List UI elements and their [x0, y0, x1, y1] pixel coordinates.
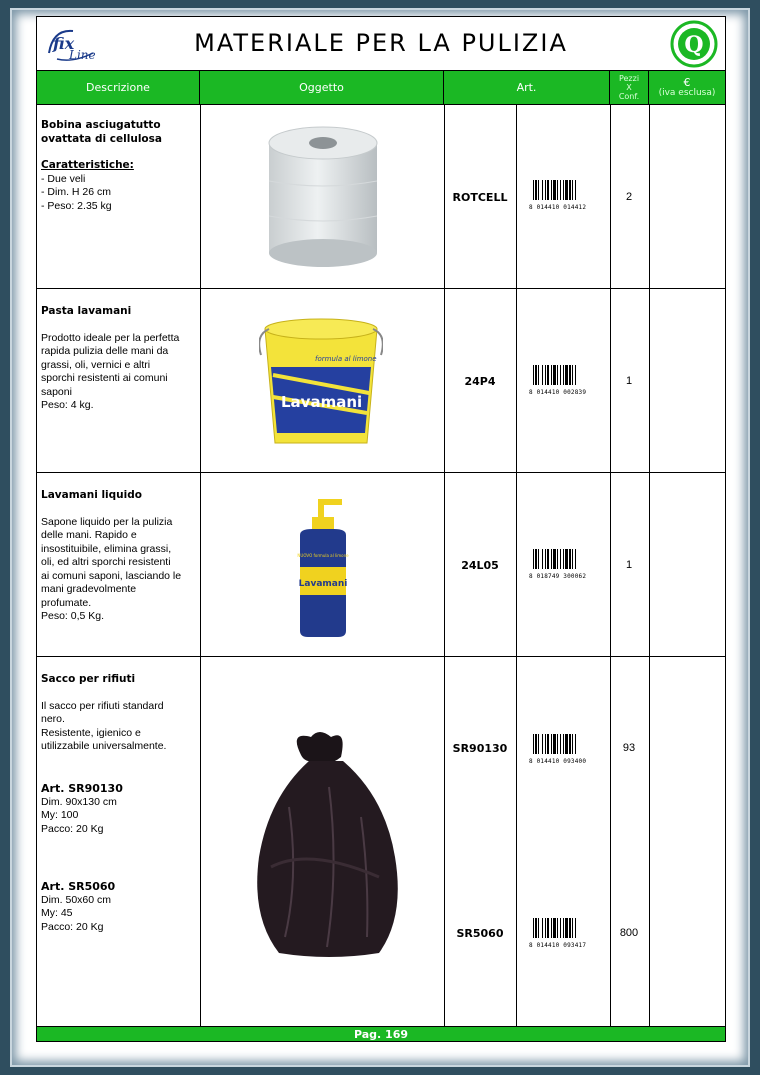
- col-pezzi: [610, 71, 649, 104]
- barcode-stripe: [569, 180, 571, 200]
- pieces-per-pack: 800: [619, 927, 639, 939]
- barcode-stripe: [572, 549, 573, 569]
- variant-title: Art. SR5060: [41, 880, 116, 893]
- product-name: Pasta lavamani: [41, 305, 132, 317]
- barcode-number: 8 014410 093400: [529, 758, 587, 765]
- barcode-stripe: [572, 918, 573, 938]
- description-line: profumate.: [41, 596, 92, 609]
- feature-line: - Dim. H 26 cm: [41, 186, 112, 198]
- description-line: delle mani. Rapido e: [41, 529, 137, 541]
- description-line: saponi: [41, 385, 72, 398]
- description-line: ai comuni saponi, lasciando le: [41, 569, 182, 582]
- barcode-stripe: [565, 734, 568, 754]
- catalog-sheet: [36, 16, 726, 1042]
- col-oggetto: Oggetto: [200, 71, 444, 104]
- barcode-stripe: [535, 734, 537, 754]
- product-name: Lavamani liquido: [41, 489, 142, 501]
- garbage-bag-image: [249, 727, 405, 961]
- barcode-stripe: [533, 180, 534, 200]
- barcode-stripe: [563, 365, 564, 385]
- barcode-stripe: [572, 734, 573, 754]
- barcode-stripe: [569, 918, 571, 938]
- row-divider: [37, 472, 725, 473]
- barcode-stripe: [538, 365, 539, 385]
- variant-title: Art. SR90130: [41, 782, 123, 795]
- barcode: [529, 180, 599, 210]
- product-name: Bobina asciugatutto: [41, 119, 161, 131]
- barcode-stripe: [538, 918, 539, 938]
- col-art: Art.: [444, 71, 610, 104]
- logo-brand-bottom: Line: [69, 48, 96, 62]
- description-line: oli, ed altri sporchi resistenti: [41, 556, 171, 568]
- barcode-stripe: [553, 918, 556, 938]
- barcode: [529, 918, 599, 948]
- description-line: rapida pulizia delle mani da: [41, 345, 169, 357]
- barcode-stripe: [553, 549, 556, 569]
- variant-line: Dim. 90x130 cm: [41, 795, 117, 808]
- barcode-number: 8 014410 093417: [529, 942, 587, 949]
- barcode-stripe: [535, 180, 537, 200]
- barcode-bars: [533, 365, 597, 385]
- col-descrizione: Descrizione: [37, 71, 200, 104]
- barcode-stripe: [551, 549, 552, 569]
- barcode-stripe: [560, 180, 561, 200]
- barcode-stripe: [547, 549, 549, 569]
- description-line: nero.: [41, 713, 65, 725]
- barcode: [529, 734, 599, 764]
- description-line: grassi, oli, vernici e altri: [41, 358, 151, 371]
- barcode-stripe: [547, 918, 549, 938]
- barcode-stripe: [557, 918, 558, 938]
- title-bar: [37, 17, 725, 71]
- barcode-bars: [533, 734, 597, 754]
- barcode-stripe: [545, 180, 546, 200]
- barcode-stripe: [535, 918, 537, 938]
- barcode-stripe: [575, 549, 576, 569]
- description-line: utilizzabile universalmente.: [41, 740, 167, 752]
- barcode-stripe: [560, 734, 561, 754]
- description-line: Prodotto ideale per la perfetta: [41, 331, 180, 344]
- product-name: Sacco per rifiuti: [41, 673, 136, 685]
- row-divider: [37, 288, 725, 289]
- product-name: ovattata di cellulosa: [41, 132, 162, 145]
- col-pezzi-3: Conf.: [618, 92, 640, 101]
- barcode-stripe: [575, 918, 576, 938]
- description-line: Sapone liquido per la pulizia: [41, 515, 173, 528]
- article-code: 24P4: [464, 375, 496, 388]
- paste-bucket-image: [259, 315, 383, 449]
- barcode-stripe: [569, 549, 571, 569]
- page-number: Pag. 169: [37, 1026, 725, 1041]
- barcode-stripe: [542, 918, 543, 938]
- barcode-stripe: [533, 918, 534, 938]
- barcode-stripe: [560, 365, 561, 385]
- description-line: Il sacco per rifiuti standard: [41, 699, 164, 712]
- barcode-bars: [533, 180, 597, 200]
- barcode: [529, 365, 599, 395]
- barcode-stripe: [569, 365, 571, 385]
- barcode-stripe: [569, 734, 571, 754]
- barcode-stripe: [565, 180, 568, 200]
- barcode-stripe: [542, 734, 543, 754]
- barcode-stripe: [563, 918, 564, 938]
- bottle-label: Lavamani: [298, 579, 348, 589]
- product-description: [41, 305, 199, 413]
- barcode-stripe: [542, 180, 543, 200]
- barcode-stripe: [557, 549, 558, 569]
- barcode-stripe: [538, 180, 539, 200]
- barcode-stripe: [575, 365, 576, 385]
- barcode-stripe: [557, 180, 558, 200]
- barcode-stripe: [563, 180, 564, 200]
- barcode-stripe: [551, 365, 552, 385]
- bottle-sublabel: NUOVO formula al limone: [297, 553, 349, 558]
- col-prezzo-note: (iva esclusa): [658, 88, 716, 98]
- feature-line: - Due veli: [41, 172, 86, 185]
- barcode-bars: [533, 918, 597, 938]
- barcode-stripe: [560, 549, 561, 569]
- pieces-per-pack: 2: [625, 191, 633, 203]
- barcode-stripe: [553, 734, 556, 754]
- article-code: SR90130: [452, 742, 508, 755]
- description-line: sporchi resistenti ai comuni: [41, 372, 168, 384]
- col-pezzi-1: Pezzi: [618, 74, 640, 83]
- barcode-stripe: [557, 734, 558, 754]
- barcode-stripe: [572, 180, 573, 200]
- paper-roll-image: [263, 121, 383, 271]
- quality-q-logo: [669, 20, 719, 68]
- barcode-stripe: [575, 180, 576, 200]
- description-line: Resistente, igienico e: [41, 726, 141, 739]
- barcode-stripe: [551, 734, 552, 754]
- barcode-stripe: [551, 918, 552, 938]
- barcode-stripe: [535, 549, 537, 569]
- barcode-stripe: [545, 365, 546, 385]
- description-line: mani gradevolmente: [41, 583, 137, 595]
- barcode-stripe: [575, 734, 576, 754]
- barcode: [529, 549, 599, 579]
- barcode-stripe: [565, 549, 568, 569]
- grid-line: [649, 105, 650, 1026]
- article-code: 24L05: [461, 559, 499, 572]
- barcode-stripe: [538, 549, 539, 569]
- product-description: [41, 489, 199, 624]
- barcode-stripe: [560, 918, 561, 938]
- pieces-per-pack: 93: [622, 742, 636, 754]
- grid-line: [516, 105, 517, 1026]
- barcode-number: 8 014410 002839: [529, 389, 587, 396]
- barcode-stripe: [565, 365, 568, 385]
- barcode-stripe: [572, 365, 573, 385]
- variant-description: [41, 880, 199, 934]
- table-header: [37, 71, 725, 105]
- article-code: ROTCELL: [452, 191, 508, 204]
- variant-line: Pacco: 20 Kg: [41, 920, 104, 933]
- barcode-stripe: [538, 734, 539, 754]
- feature-line: - Peso: 2.35 kg: [41, 199, 112, 212]
- barcode-stripe: [545, 549, 546, 569]
- grid-line: [200, 105, 201, 1026]
- description-line: Peso: 4 kg.: [41, 399, 94, 411]
- barcode-stripe: [553, 365, 556, 385]
- barcode-stripe: [565, 918, 568, 938]
- pieces-per-pack: 1: [625, 559, 633, 571]
- product-description: [41, 673, 199, 754]
- barcode-stripe: [533, 365, 534, 385]
- product-description: [41, 119, 199, 213]
- bucket-sublabel: formula al limone: [315, 355, 377, 363]
- variant-line: My: 100: [41, 809, 79, 821]
- liquid-soap-bottle-image: [292, 497, 352, 639]
- barcode-stripe: [547, 365, 549, 385]
- barcode-stripe: [563, 549, 564, 569]
- pieces-per-pack: 1: [625, 375, 633, 387]
- variant-description: [41, 782, 199, 836]
- col-prezzo-symbol: €: [683, 76, 691, 89]
- barcode-number: 8 018749 300062: [529, 573, 587, 580]
- barcode-number: 8 014410 014412: [529, 204, 587, 211]
- variant-line: Dim. 50x60 cm: [41, 893, 112, 906]
- barcode-bars: [533, 549, 597, 569]
- logo-brand-top: fix: [53, 34, 75, 53]
- barcode-stripe: [533, 549, 534, 569]
- page-title: MATERIALE PER LA PULIZIA: [194, 29, 568, 57]
- description-line: Peso: 0,5 Kg.: [41, 610, 105, 622]
- barcode-stripe: [533, 734, 534, 754]
- barcode-stripe: [557, 365, 558, 385]
- col-prezzo: [649, 71, 725, 104]
- col-pezzi-2: X: [626, 83, 632, 92]
- barcode-stripe: [547, 734, 549, 754]
- bucket-label: Lavamani: [281, 393, 363, 411]
- barcode-stripe: [545, 734, 546, 754]
- barcode-stripe: [551, 180, 552, 200]
- variant-line: Pacco: 20 Kg: [41, 822, 104, 835]
- description-line: insostituibile, elimina grassi,: [41, 542, 172, 555]
- barcode-stripe: [542, 365, 543, 385]
- quality-letter: Q: [684, 32, 704, 58]
- features-title: Caratteristiche:: [41, 159, 134, 171]
- barcode-stripe: [545, 918, 546, 938]
- row-divider: [37, 656, 725, 657]
- barcode-stripe: [542, 549, 543, 569]
- barcode-stripe: [547, 180, 549, 200]
- article-code: SR5060: [456, 927, 504, 940]
- barcode-stripe: [563, 734, 564, 754]
- barcode-stripe: [535, 365, 537, 385]
- variant-line: My: 45: [41, 907, 73, 919]
- barcode-stripe: [553, 180, 556, 200]
